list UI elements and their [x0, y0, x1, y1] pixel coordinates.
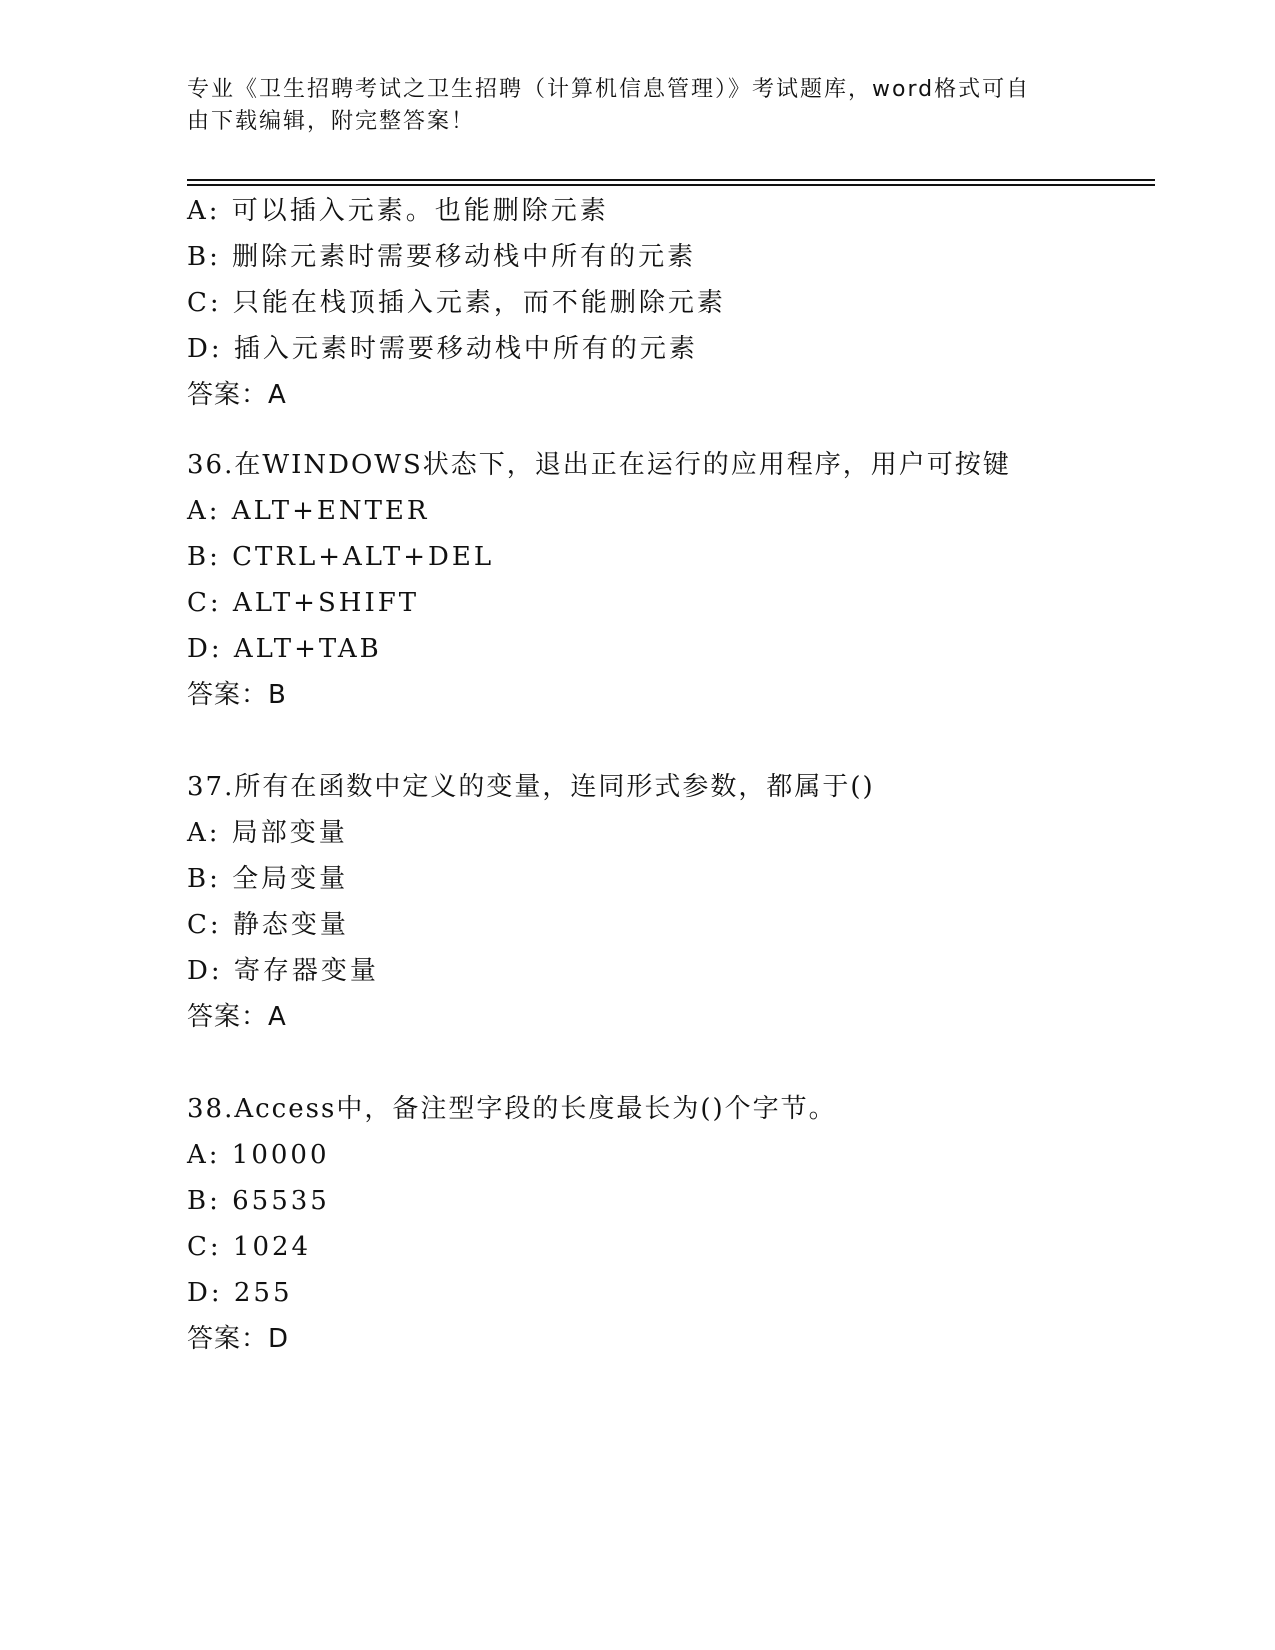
option-a: A: 局部变量 [187, 818, 348, 848]
option-b: B: CTRL+ALT+DEL [187, 542, 495, 572]
question-38 [187, 1086, 837, 1362]
question-37 [187, 764, 875, 1040]
answer-line: 答案：A [187, 1002, 287, 1032]
header-line-1: 专业《卫生招聘考试之卫生招聘（计算机信息管理）》考试题库，word格式可自 [187, 77, 1031, 102]
question-stem: 36.在WINDOWS状态下，退出正在运行的应用程序，用户可按键 [187, 450, 1011, 480]
question-36 [187, 442, 1011, 718]
option-d: D: ALT+TAB [187, 634, 382, 664]
option-a: A: 10000 [187, 1140, 330, 1170]
option-b: B: 全局变量 [187, 864, 349, 894]
question-stem: 37.所有在函数中定义的变量，连同形式参数，都属于() [187, 772, 875, 802]
option-a: A: 可以插入元素。也能删除元素 [187, 196, 609, 226]
option-d: D: 寄存器变量 [187, 956, 379, 986]
header-divider-top [187, 179, 1155, 181]
option-c: C: 1024 [187, 1232, 312, 1262]
question-carry-over [187, 188, 726, 418]
question-stem: 38.Access中，备注型字段的长度最长为()个字节。 [187, 1094, 837, 1124]
option-b: B: 删除元素时需要移动栈中所有的元素 [187, 242, 697, 272]
document-header [187, 74, 1067, 138]
answer-line: 答案：B [187, 680, 287, 710]
option-c: C: 只能在栈顶插入元素，而不能删除元素 [187, 288, 726, 318]
header-line-2: 由下载编辑，附完整答案！ [187, 109, 476, 134]
option-c: C: 静态变量 [187, 910, 349, 940]
answer-line: 答案：D [187, 1324, 290, 1354]
answer-line: 答案：A [187, 380, 287, 410]
header-divider-bottom [187, 184, 1155, 186]
option-b: B: 65535 [187, 1186, 330, 1216]
option-d: D: 插入元素时需要移动栈中所有的元素 [187, 334, 698, 364]
option-d: D: 255 [187, 1278, 293, 1308]
option-c: C: ALT+SHIFT [187, 588, 420, 618]
option-a: A: ALT+ENTER [187, 496, 430, 526]
